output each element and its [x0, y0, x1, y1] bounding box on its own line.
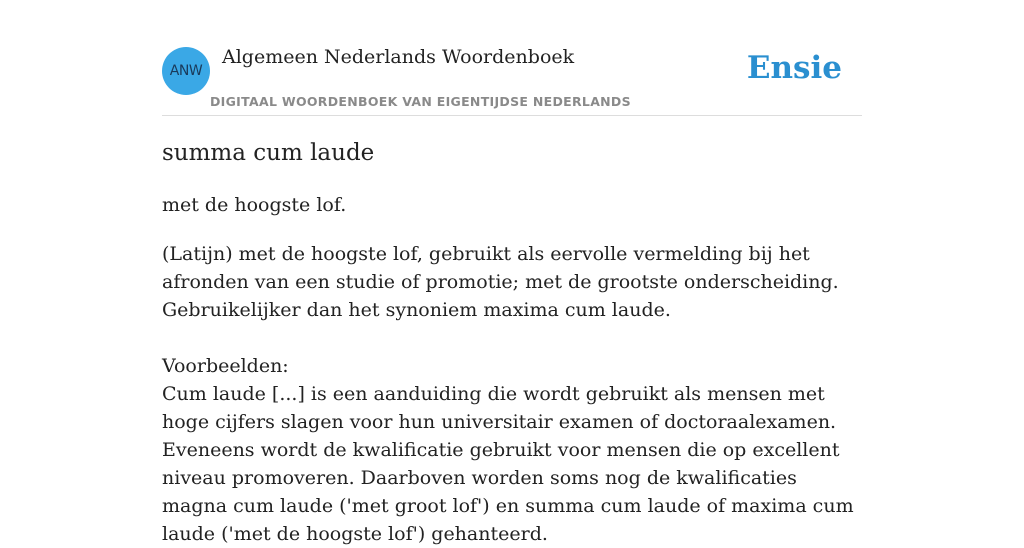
page-container — [162, 0, 862, 545]
entry-headword: summa cum laude — [162, 140, 375, 166]
site-title[interactable]: Algemeen Nederlands Woordenboek — [222, 46, 575, 68]
anw-logo[interactable]: ANW — [162, 47, 210, 95]
example-text: Cum laude [...] is een aanduiding die wordt gebruikt als mensen met hoge cijfers slagen voor hun universitair examen of doctoraalexamen. Eveneens wordt de kwalificatie gebruikt voor mensen die op excellent niveau promoveren. Daarboven worden soms nog de kwalificaties magna cum laude ('met groot lof') en summa cum laude of maxima cum laude ('met de hoogste lof') gehanteerd. — [162, 383, 854, 545]
synonym-note: Gebruikelijker dan het synoniem maxima cum laude. — [162, 299, 671, 321]
ensie-brand-logo[interactable]: Ensie — [746, 50, 842, 86]
entry-description — [162, 240, 862, 548]
site-header — [162, 0, 862, 116]
examples-label: Voorbeelden: — [162, 355, 289, 377]
entry-short-definition: met de hoogste lof. — [162, 194, 347, 216]
spacer — [162, 324, 862, 352]
site-subtitle: DIGITAAL WOORDENBOEK VAN EIGENTIJDSE NEDERLANDS — [210, 94, 631, 109]
description-paragraph: (Latijn) met de hoogste lof, gebruikt als eervolle vermelding bij het afronden van een studie of promotie; met de grootste onderscheiding. — [162, 243, 839, 293]
